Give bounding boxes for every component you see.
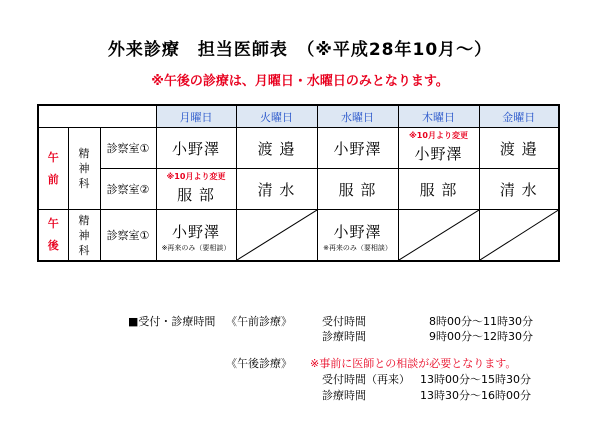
afternoon-reception-label: 受付時間（再来） — [322, 373, 410, 386]
morning-dept-char-1: 精 — [78, 147, 90, 160]
cell-am2-wed — [317, 169, 398, 210]
afternoon-dept-char-3: 科 — [78, 243, 90, 257]
day-header-thu: 木曜日 — [398, 105, 479, 128]
doctor-name: 清 水 — [257, 180, 296, 199]
afternoon-dept-char-2: 神 — [78, 228, 90, 242]
morning-room2-row — [38, 169, 559, 210]
room-label: 診察室① — [100, 210, 156, 262]
doctor-name: 渡 邉 — [499, 139, 538, 158]
day-header-tue: 火曜日 — [236, 105, 317, 128]
afternoon-dept-char-1: 精 — [78, 213, 90, 227]
doctor-name: 渡 邉 — [257, 139, 296, 158]
header-row — [38, 105, 559, 128]
room-label: 診察室② — [100, 169, 156, 210]
day-header-wed: 水曜日 — [317, 105, 398, 128]
cell-pm-mon — [156, 210, 236, 262]
doctor-name: 小野澤 — [171, 139, 220, 158]
doctor-name: 小野澤 — [171, 223, 220, 241]
afternoon-consult-notice: ※事前に医師との相談が必要となります。 — [310, 357, 517, 370]
cell-pm-wed — [317, 210, 398, 262]
afternoon-label-bottom: 後 — [47, 239, 59, 252]
closed-slash — [237, 210, 317, 260]
afternoon-reception-time: 13時00分～15時30分 — [420, 373, 531, 386]
cell-pm-fri — [479, 210, 559, 262]
afternoon-label-top: 午 — [47, 217, 59, 230]
afternoon-label — [38, 210, 68, 262]
cell-am1-mon — [156, 128, 236, 169]
cell-am2-thu — [398, 169, 479, 210]
morning-reception-time: 8時00分～11時30分 — [429, 315, 533, 328]
change-note: ※10月より変更 — [166, 172, 226, 181]
morning-dept — [68, 128, 100, 210]
doctor-name: 小野澤 — [333, 139, 382, 158]
doctor-name: 小野澤 — [333, 223, 382, 241]
cell-pm-thu — [398, 210, 479, 262]
cell-am2-tue — [236, 169, 317, 210]
morning-label-top: 午 — [47, 150, 59, 164]
closed-slash — [480, 210, 559, 260]
morning-consult-label: 診療時間 — [322, 330, 366, 343]
doctor-name: 清 水 — [499, 180, 538, 199]
morning-label-bottom: 前 — [47, 172, 59, 186]
doctor-name: 服 部 — [419, 180, 458, 199]
cell-am1-wed — [317, 128, 398, 169]
afternoon-hours-label: 《午後診療》 — [226, 357, 292, 370]
schedule-table — [37, 104, 560, 262]
cell-pm-tue — [236, 210, 317, 262]
afternoon-consult-label: 診療時間 — [322, 389, 366, 402]
morning-dept-char-3: 科 — [78, 177, 90, 190]
closed-slash — [399, 210, 479, 260]
revisit-note: ※再来のみ（要相談） — [323, 244, 392, 252]
doctor-name: 服 部 — [338, 180, 377, 199]
afternoon-dept — [68, 210, 100, 262]
afternoon-row — [38, 210, 559, 262]
doctor-name: 服 部 — [177, 185, 215, 204]
morning-hours-label: 《午前診療》 — [226, 315, 292, 328]
day-header-fri: 金曜日 — [479, 105, 559, 128]
room-label: 診察室① — [100, 128, 156, 169]
morning-dept-char-2: 神 — [78, 162, 90, 175]
morning-label — [38, 128, 68, 210]
revisit-note: ※再来のみ（要相談） — [161, 244, 231, 252]
cell-am2-fri — [479, 169, 559, 210]
afternoon-notice: ※午後の診療は、月曜日・水曜日のみとなります。 — [151, 74, 449, 89]
morning-reception-label: 受付時間 — [322, 315, 366, 328]
cell-am2-mon — [156, 169, 236, 210]
morning-room1-row — [38, 128, 559, 169]
change-note: ※10月より変更 — [409, 131, 468, 140]
doctor-name: 小野澤 — [414, 144, 463, 163]
cell-am1-tue — [236, 128, 317, 169]
header-corner — [38, 105, 156, 128]
morning-consult-time: 9時00分～12時30分 — [429, 330, 533, 343]
hours-heading: ■受付・診療時間 — [128, 315, 216, 328]
page-title: 外来診療 担当医師表 （※平成28年10月～） — [107, 40, 493, 60]
day-header-mon: 月曜日 — [156, 105, 236, 128]
cell-am1-thu — [398, 128, 479, 169]
afternoon-consult-time: 13時30分～16時00分 — [420, 389, 531, 402]
cell-am1-fri — [479, 128, 559, 169]
